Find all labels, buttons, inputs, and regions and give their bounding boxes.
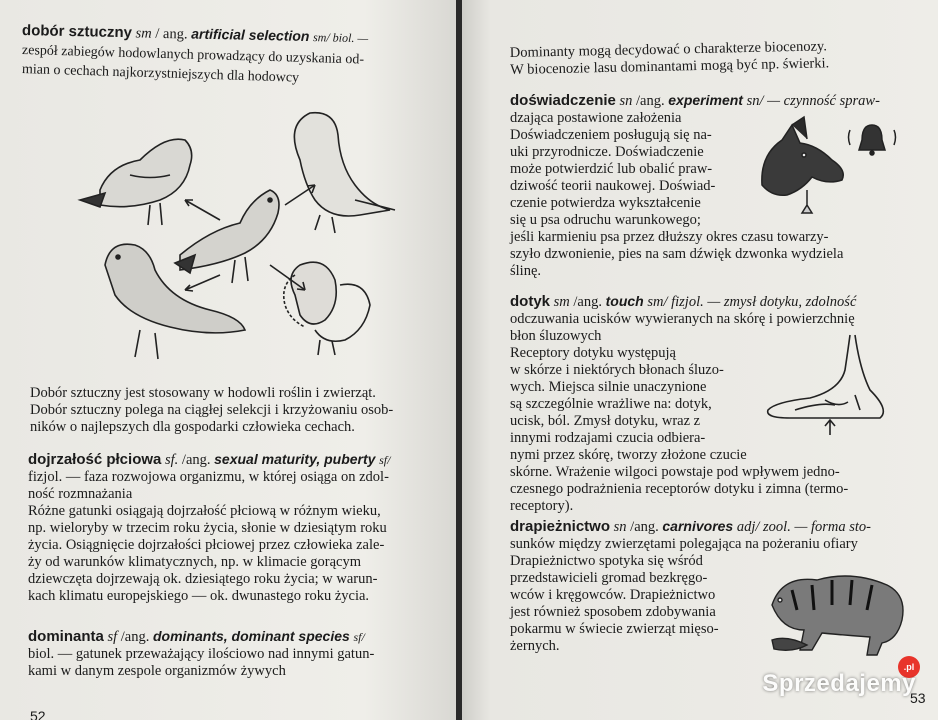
watermark-text: Sprzedajemy [762, 670, 916, 697]
dobor-body: Dobór sztuczny jest stosowany w hodowli roślin i zwierząt. Dobór sztuczny polega na ciągłej selekcji i krzyżowaniu osob- ników o najlepszych dla gospodarki człowieka cechach. [30, 385, 394, 435]
tiger-prey-illustration [762, 565, 912, 660]
entry-drapieznictwo: drapieżnictwo sn /ang. carnivores adj/ zool. — forma sto- sunków między zwierzętami polegająca na pożeraniu ofiary Drapieżnictwo spotyka się wśród przedstawicieli gromad bezkręgo- wców i kręgowców. Drapieżnictwo jest również sposobem zdobywania pokarmu w świecie zwierząt mięso- żernych. [510, 518, 871, 654]
english-term: experiment [668, 92, 743, 108]
headword: dobór sztuczny [21, 22, 133, 42]
entry-dotyk: dotyk sm /ang. touch sm/ fizjol. — zmysł dotyku, zdolność odczuwania ucisków wywieranych na skórę i powierzchnię błon śluzowych Receptory dotyku występują w skórze i niektórych błonach śluzo- wych. Miejsca silnie unaczynione są szczególnie wrażliwe na: dotyk, ucisk, ból. Zmysł dotyku, wraz z innymi rodzajami czucia odbiera- nymi przez skórę, tworzy złożone czucie skórne. Wrażenie wilgoci powstaje pod wpływem jedno- czesnego podrażnienia receptorów dotyku i zimna (termo- receptory). [510, 293, 857, 514]
headword: drapieżnictwo [510, 518, 611, 535]
english-term: artificial selection [191, 25, 310, 45]
watermark-badge: .pl [898, 656, 920, 678]
english-term: carnivores [662, 518, 734, 534]
entry-dominanta: dominanta sf /ang. dominants, dominant species sf/ biol. — gatunek przeważający ilościowo nad innymi gatun- kami w danym zespole organizmów żywych [28, 628, 375, 679]
english-term: dominants, dominant species [152, 628, 350, 644]
english-term: sexual maturity, puberty [214, 451, 376, 467]
dog-bell-illustration [752, 115, 902, 220]
foot-illustration [760, 330, 920, 440]
english-term: touch [605, 293, 644, 309]
entry-dojrzalosc-plciowa: dojrzałość płciowa sf. /ang. sexual maturity, puberty sf/ fizjol. — faza rozwojowa organizmu, w której osiąga on zdol- ność rozmnażania Różne gatunki osiągają dojrzałość płciową w różnym wieku, np. wieloryby w trzecim roku życia, słonie w dziesiątym roku życia. Osiągnięcie dojrzałości płciowej przez człowieka zale- ży od warunków klimatycznych, np. w klimacie gorącym dziewczęta dojrzewają ok. dziesiątego roku życia; w warun- kach klimatu europejskiego — ok. dwunastego roku życia. [28, 451, 391, 604]
page-number: 53 [910, 690, 926, 706]
entry-dobor-sztuczny: dobór sztuczny sm / ang. artificial selection sm/ biol. — zespół zabiegów hodowlanych prowadzący do uzyskania od- mian o cechach najkorzystniejszych dla hodowcy [21, 22, 369, 86]
page-number: 52 [30, 708, 46, 720]
headword: dominanta [28, 628, 104, 645]
pigeon-illustration [70, 105, 415, 370]
dominanta-continued: Dominanty mogą decydować o charakterze biocenozy. W biocenozie lasu dominantami mogą być np. świerki. [509, 38, 830, 78]
left-page [0, 0, 456, 720]
headword: dotyk [510, 293, 551, 310]
right-page [462, 0, 938, 720]
headword: dojrzałość płciowa [28, 451, 162, 468]
headword: doświadczenie [510, 92, 616, 109]
entry-doswiadczenie: doświadczenie sn /ang. experiment sn/ — czynność spraw- dzająca postawione założenia Doświadczeniem posługują się na- uki przyrodnicze. Doświadczenie może potwierdzić lub obalić praw- dziwość teorii naukowej. Doświad- czenie potwierdza wykształcenie się u psa odruchu warunkowego; jeśli karmieniu psa przez dłuższy okres czasu towarzy- szyło dzwonienie, pies na sam dźwięk dzwonka wydziela ślinę. [510, 92, 880, 279]
